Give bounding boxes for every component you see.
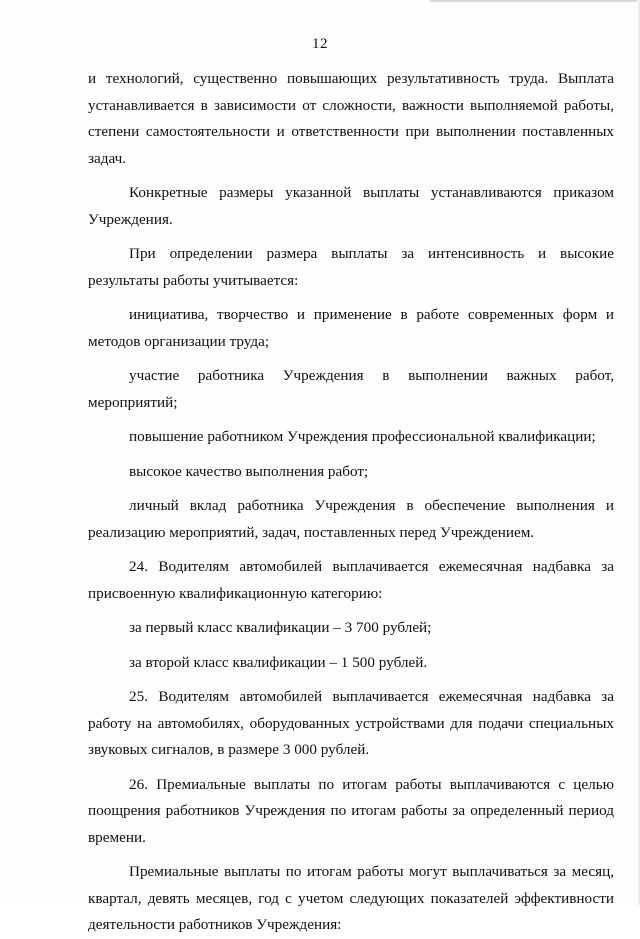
- criterion-participation: участие работника Учреждения в выполнении важных работ, мероприятий;: [88, 367, 614, 411]
- paragraph-intensity-criteria: При определении размера выплаты за интенсивность и высокие результаты работы учитывается:: [88, 245, 614, 289]
- page-number: 12: [312, 36, 328, 52]
- paragraph-payment-size: Конкретные размеры указанной выплаты устанавливаются приказом Учреждения.: [88, 184, 614, 228]
- criterion-personal-contribution: личный вклад работника Учреждения в обеспечение выполнения и реализацию мероприятий, задач, поставленных перед Учреждением.: [88, 497, 614, 541]
- criterion-initiative: инициатива, творчество и применение в работе современных форм и методов организации труда;: [88, 306, 614, 350]
- clause-26: 26. Премиальные выплаты по итогам работы выплачиваются с целью поощрения работников Учреждения по итогам работы за определенный период времени.: [88, 775, 614, 846]
- paragraph-continuation: и технологий, существенно повышающих результативность труда. Выплата устанавливается в зависимости от сложности, важности выполняемой работы, степени самостоятельности и ответственности при выполнении поставленных задач.: [88, 70, 614, 167]
- scan-artifact: [430, 0, 640, 2]
- clause-24-second-class: за второй класс квалификации – 1 500 рублей.: [129, 653, 428, 671]
- criterion-quality: высокое качество выполнения работ;: [129, 462, 369, 480]
- clause-24: 24. Водителям автомобилей выплачивается ежемесячная надбавка за присвоенную квалификационную категорию:: [88, 558, 614, 602]
- criterion-qualification: повышение работником Учреждения профессиональной квалификации;: [129, 428, 596, 445]
- clause-25: 25. Водителям автомобилей выплачивается ежемесячная надбавка за работу на автомобилях, оборудованных устройствами для подачи специальных звуковых сигналов, в размере 3 000 рублей.: [88, 688, 614, 758]
- document-body: [88, 66, 614, 939]
- paragraph-bonus-periods: Премиальные выплаты по итогам работы могут выплачиваться за месяц, квартал, девять месяцев, год с учетом следующих показателей эффективности деятельности работников Учреждения:: [88, 863, 614, 933]
- clause-24-first-class: за первый класс квалификации – 3 700 рублей;: [129, 619, 432, 636]
